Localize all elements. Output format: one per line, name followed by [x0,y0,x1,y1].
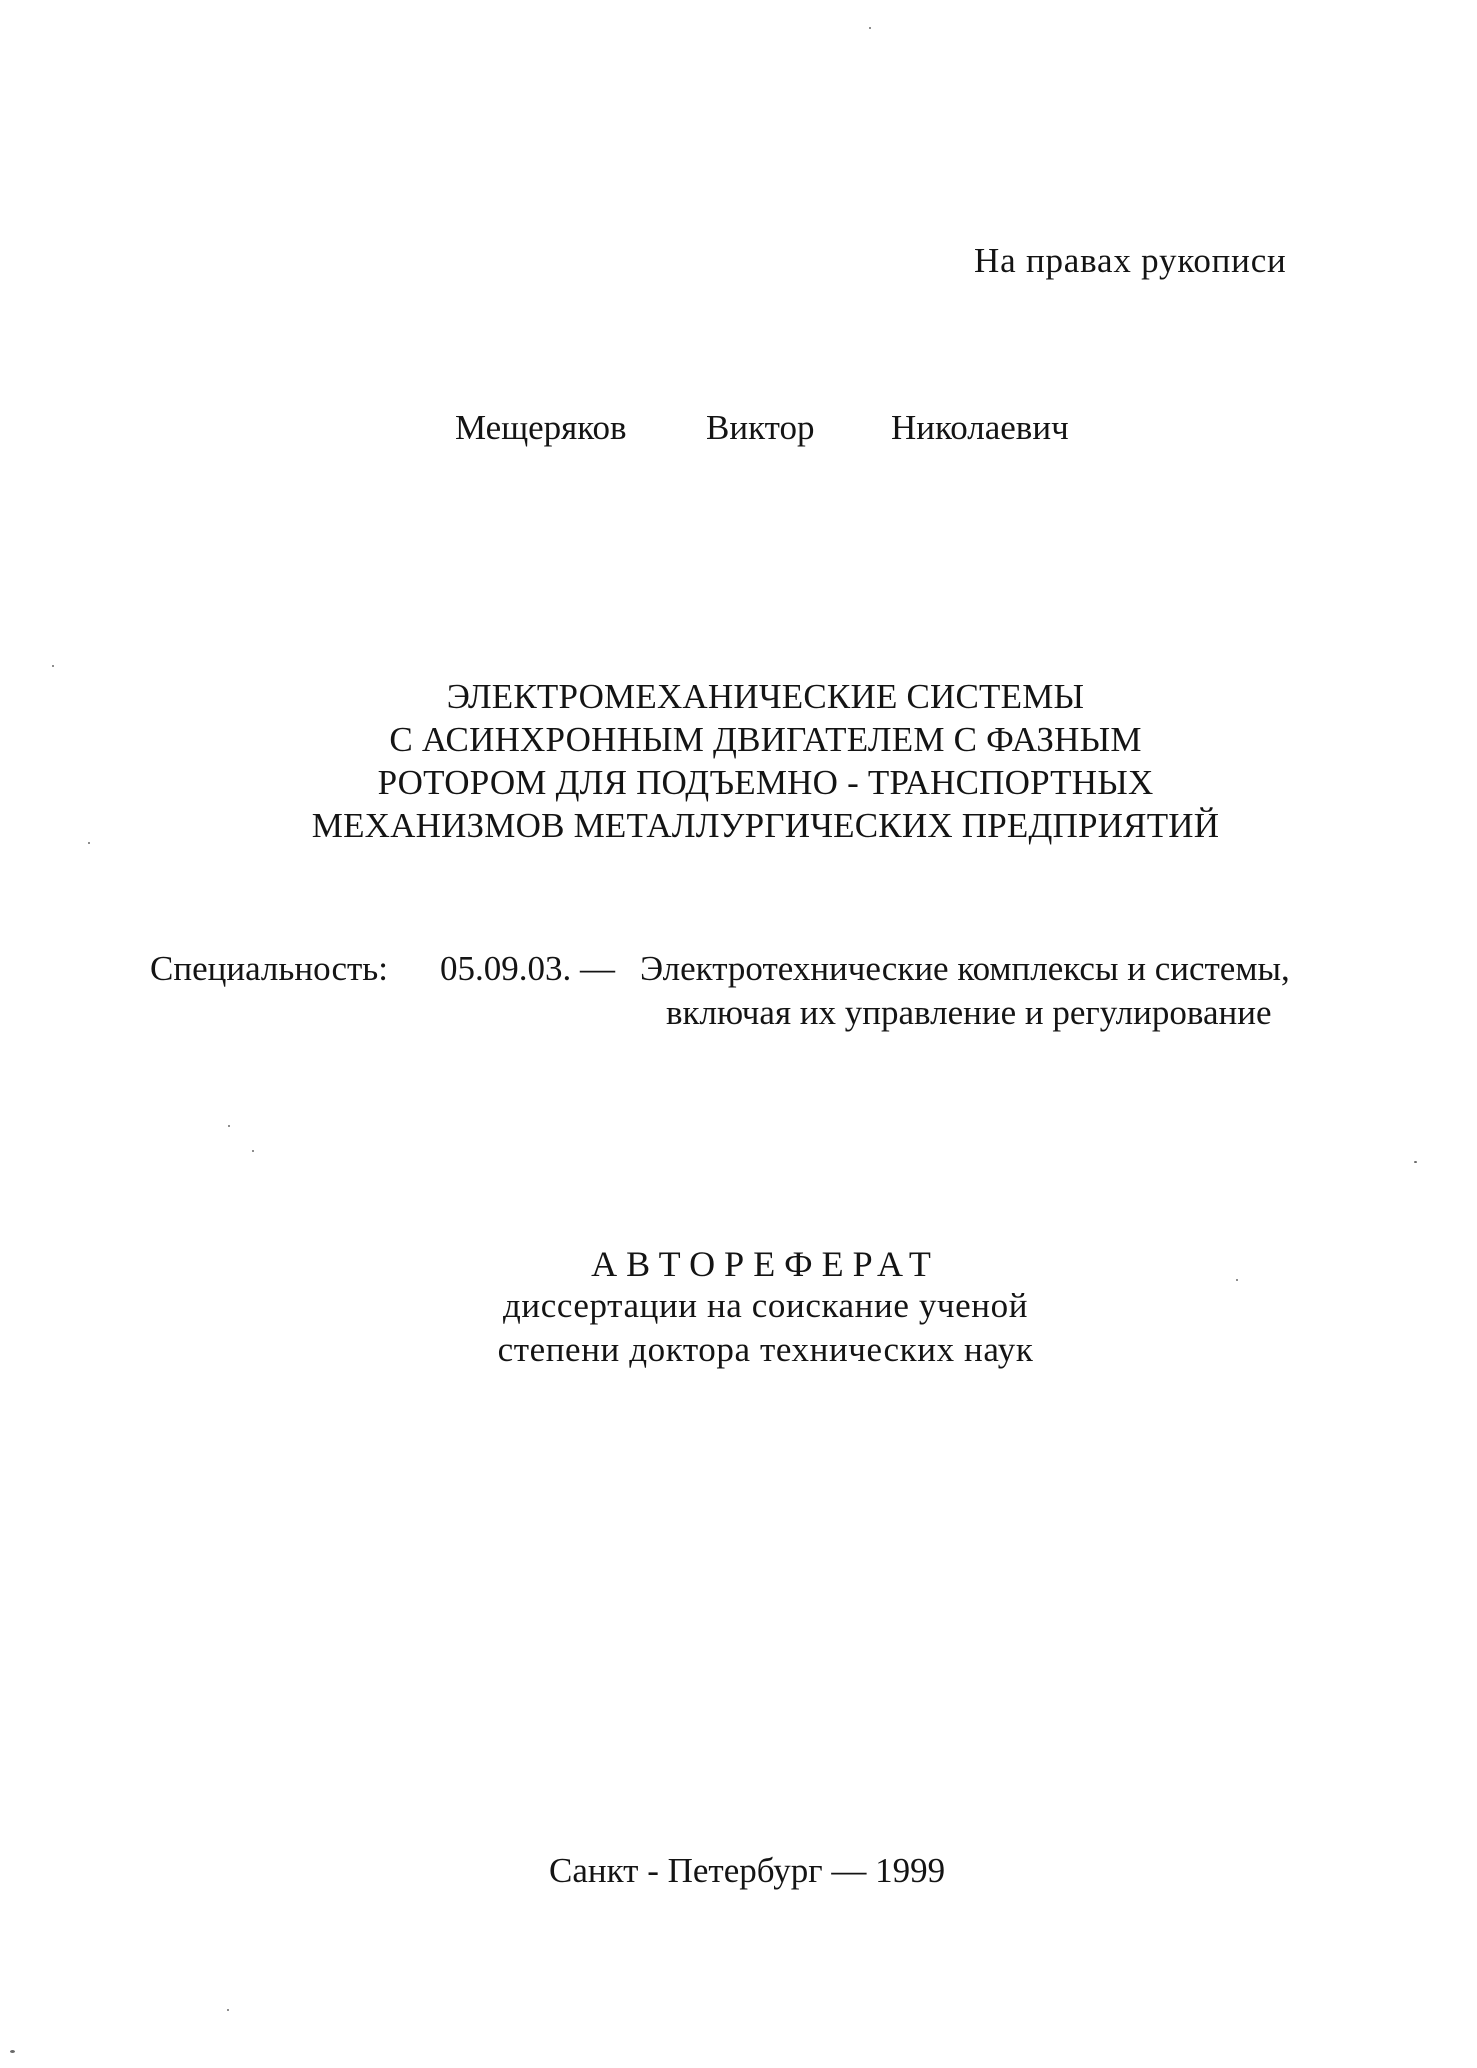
scan-speck [1236,1279,1238,1281]
specialty-text-line-2: включая их управление и регулирование [666,993,1272,1032]
author-patronymic: Николаевич [891,408,1069,447]
scan-speck [227,2009,229,2011]
specialty-code: 05.09.03. — [440,949,615,988]
specialty-label: Специальность: [150,949,388,988]
scan-speck [228,1125,230,1127]
place-and-year: Санкт - Петербург — 1999 [549,1851,946,1890]
scan-speck [869,27,871,29]
abstract-subtitle-line-1: диссертации на соискание ученой [502,1286,1029,1325]
scan-speck [88,842,90,844]
abstract-block [0,1244,1477,1372]
dissertation-title [0,675,1477,847]
title-line: ЭЛЕКТРОМЕХАНИЧЕСКИЕ СИСТЕМЫ [446,677,1085,716]
author-first-name: Виктор [706,408,815,447]
scan-speck [1414,1161,1417,1163]
abstract-title: АВТОРЕФЕРАТ [591,1244,940,1284]
title-line: РОТОРОМ ДЛЯ ПОДЪЕМНО - ТРАНСПОРТНЫХ [377,763,1154,802]
title-line: С АСИНХРОННЫМ ДВИГАТЕЛЕМ С ФАЗНЫМ [389,720,1142,759]
scan-speck [252,1150,254,1152]
scan-speck [10,2050,15,2053]
scan-speck [52,665,54,667]
abstract-subtitle-line-2: степени доктора технических наук [497,1330,1034,1369]
title-line: МЕХАНИЗМОВ МЕТАЛЛУРГИЧЕСКИХ ПРЕДПРИЯТИЙ [311,806,1220,845]
author-surname: Мещеряков [455,408,627,447]
specialty-text-line-1: Электротехнические комплексы и системы, [640,949,1290,988]
rights-note: На правах рукописи [974,241,1287,280]
